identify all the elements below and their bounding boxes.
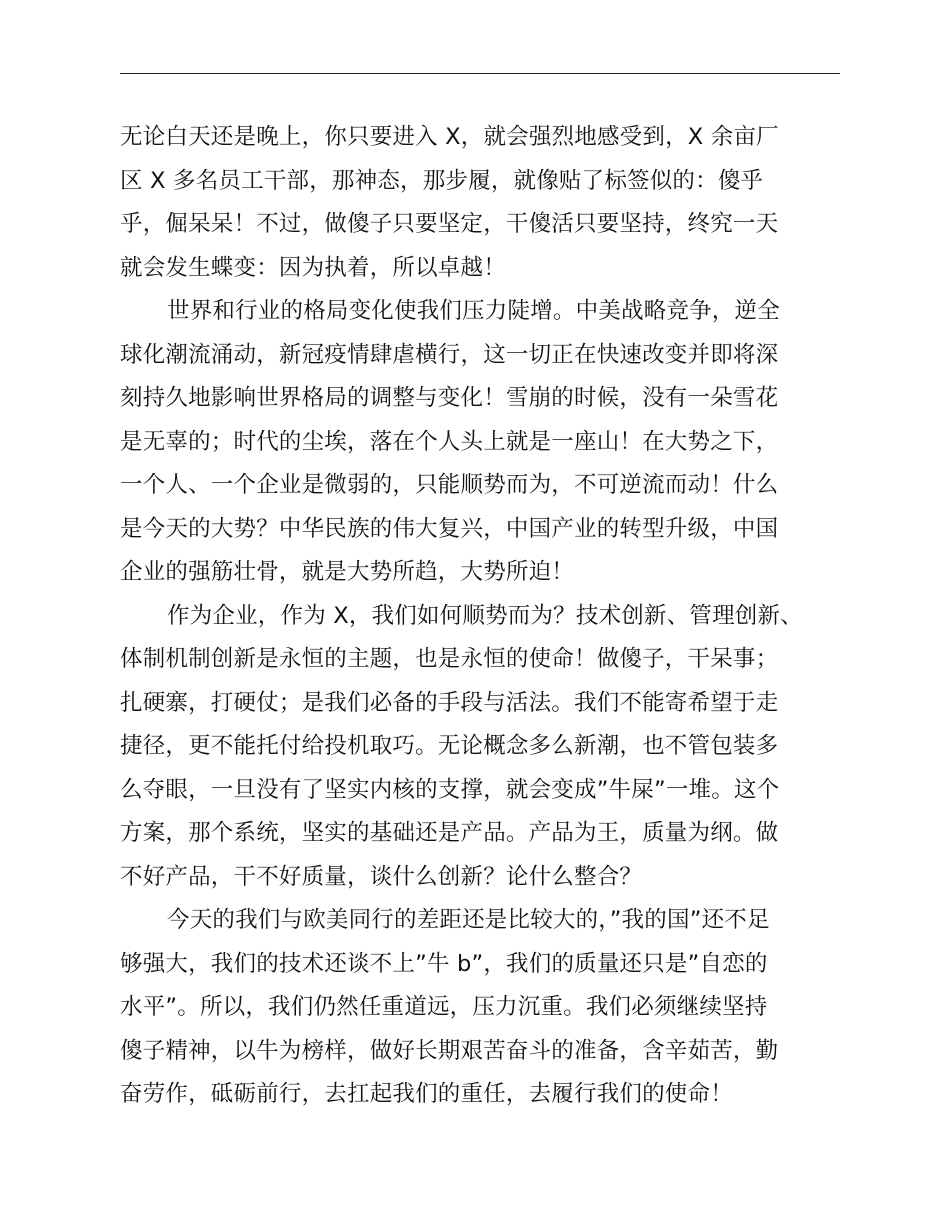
text-line: 体制机制创新是永恒的主题，也是永恒的使命！做傻子，干呆事； bbox=[120, 646, 779, 672]
text-line: 刻持久地影响世界格局的调整与变化！雪崩的时候，没有一朵雪花 bbox=[120, 385, 779, 411]
text-line: 水平”。所以，我们仍然任重道远，压力沉重。我们必须继续坚持 bbox=[120, 994, 768, 1020]
paragraph-2 bbox=[120, 290, 880, 595]
text-line: 是无辜的；时代的尘埃，落在个人头上就是一座山！在大势之下， bbox=[120, 428, 779, 455]
text-line: 区 X 多名员工干部，那神态，那步履，就像贴了标签似的：傻乎 bbox=[120, 167, 764, 194]
text-line: 无论白天还是晚上，你只要进入 X，就会强烈地感受到，X 余亩厂 bbox=[120, 124, 779, 150]
text-line: 一个人、一个企业是微弱的，只能顺势而为，不可逆流而动！什么 bbox=[120, 472, 779, 498]
text-line: 捷径，更不能托付给投机取巧。无论概念多么新潮，也不管包装多 bbox=[120, 733, 779, 759]
text-line: 么夺眼，一旦没有了坚实内核的支撑，就会变成”牛屎”一堆。这个 bbox=[120, 776, 780, 803]
text-line: 是今天的大势？中华民族的伟大复兴，中国产业的转型升级，中国 bbox=[120, 515, 779, 542]
text-line: 今天的我们与欧美同行的差距还是比较大的，”我的国”还不足 bbox=[167, 907, 770, 933]
paragraph-4 bbox=[120, 899, 880, 1117]
text-line: 就会发生蝶变：因为执着，所以卓越！ bbox=[120, 254, 506, 281]
text-line: 乎，倔呆呆！不过，做傻子只要坚定，干傻活只要坚持，终究一天 bbox=[120, 211, 779, 237]
text-line: 企业的强筋壮骨，就是大势所趋，大势所迫！ bbox=[120, 559, 575, 585]
paragraph-3 bbox=[120, 595, 880, 900]
text-line: 球化潮流涌动，新冠疫情肆虐横行，这一切正在快速改变并即将深 bbox=[120, 341, 779, 368]
text-line: 作为企业，作为 X，我们如何顺势而为？技术创新、管理创新、 bbox=[167, 602, 803, 629]
document-body bbox=[120, 116, 880, 1117]
text-line: 够强大，我们的技术还谈不上”牛 b”，我们的质量还只是”自恋的 bbox=[120, 950, 768, 977]
text-line: 世界和行业的格局变化使我们压力陡增。中美战略竞争，逆全 bbox=[167, 298, 780, 324]
text-line: 扎硬寨，打硬仗；是我们必备的手段与活法。我们不能寄希望于走 bbox=[120, 689, 779, 716]
paragraph-1 bbox=[120, 116, 880, 290]
header-rule bbox=[120, 73, 840, 74]
text-line: 方案，那个系统，坚实的基础还是产品。产品为王，质量为纲。做 bbox=[120, 820, 779, 846]
text-line: 不好产品，干不好质量，谈什么创新？论什么整合？ bbox=[120, 863, 643, 890]
text-line: 奋劳作，砥砺前行，去扛起我们的重任，去履行我们的使命！ bbox=[120, 1081, 733, 1107]
text-line: 傻子精神，以牛为榜样，做好长期艰苦奋斗的准备，含辛茹苦，勤 bbox=[120, 1037, 779, 1064]
